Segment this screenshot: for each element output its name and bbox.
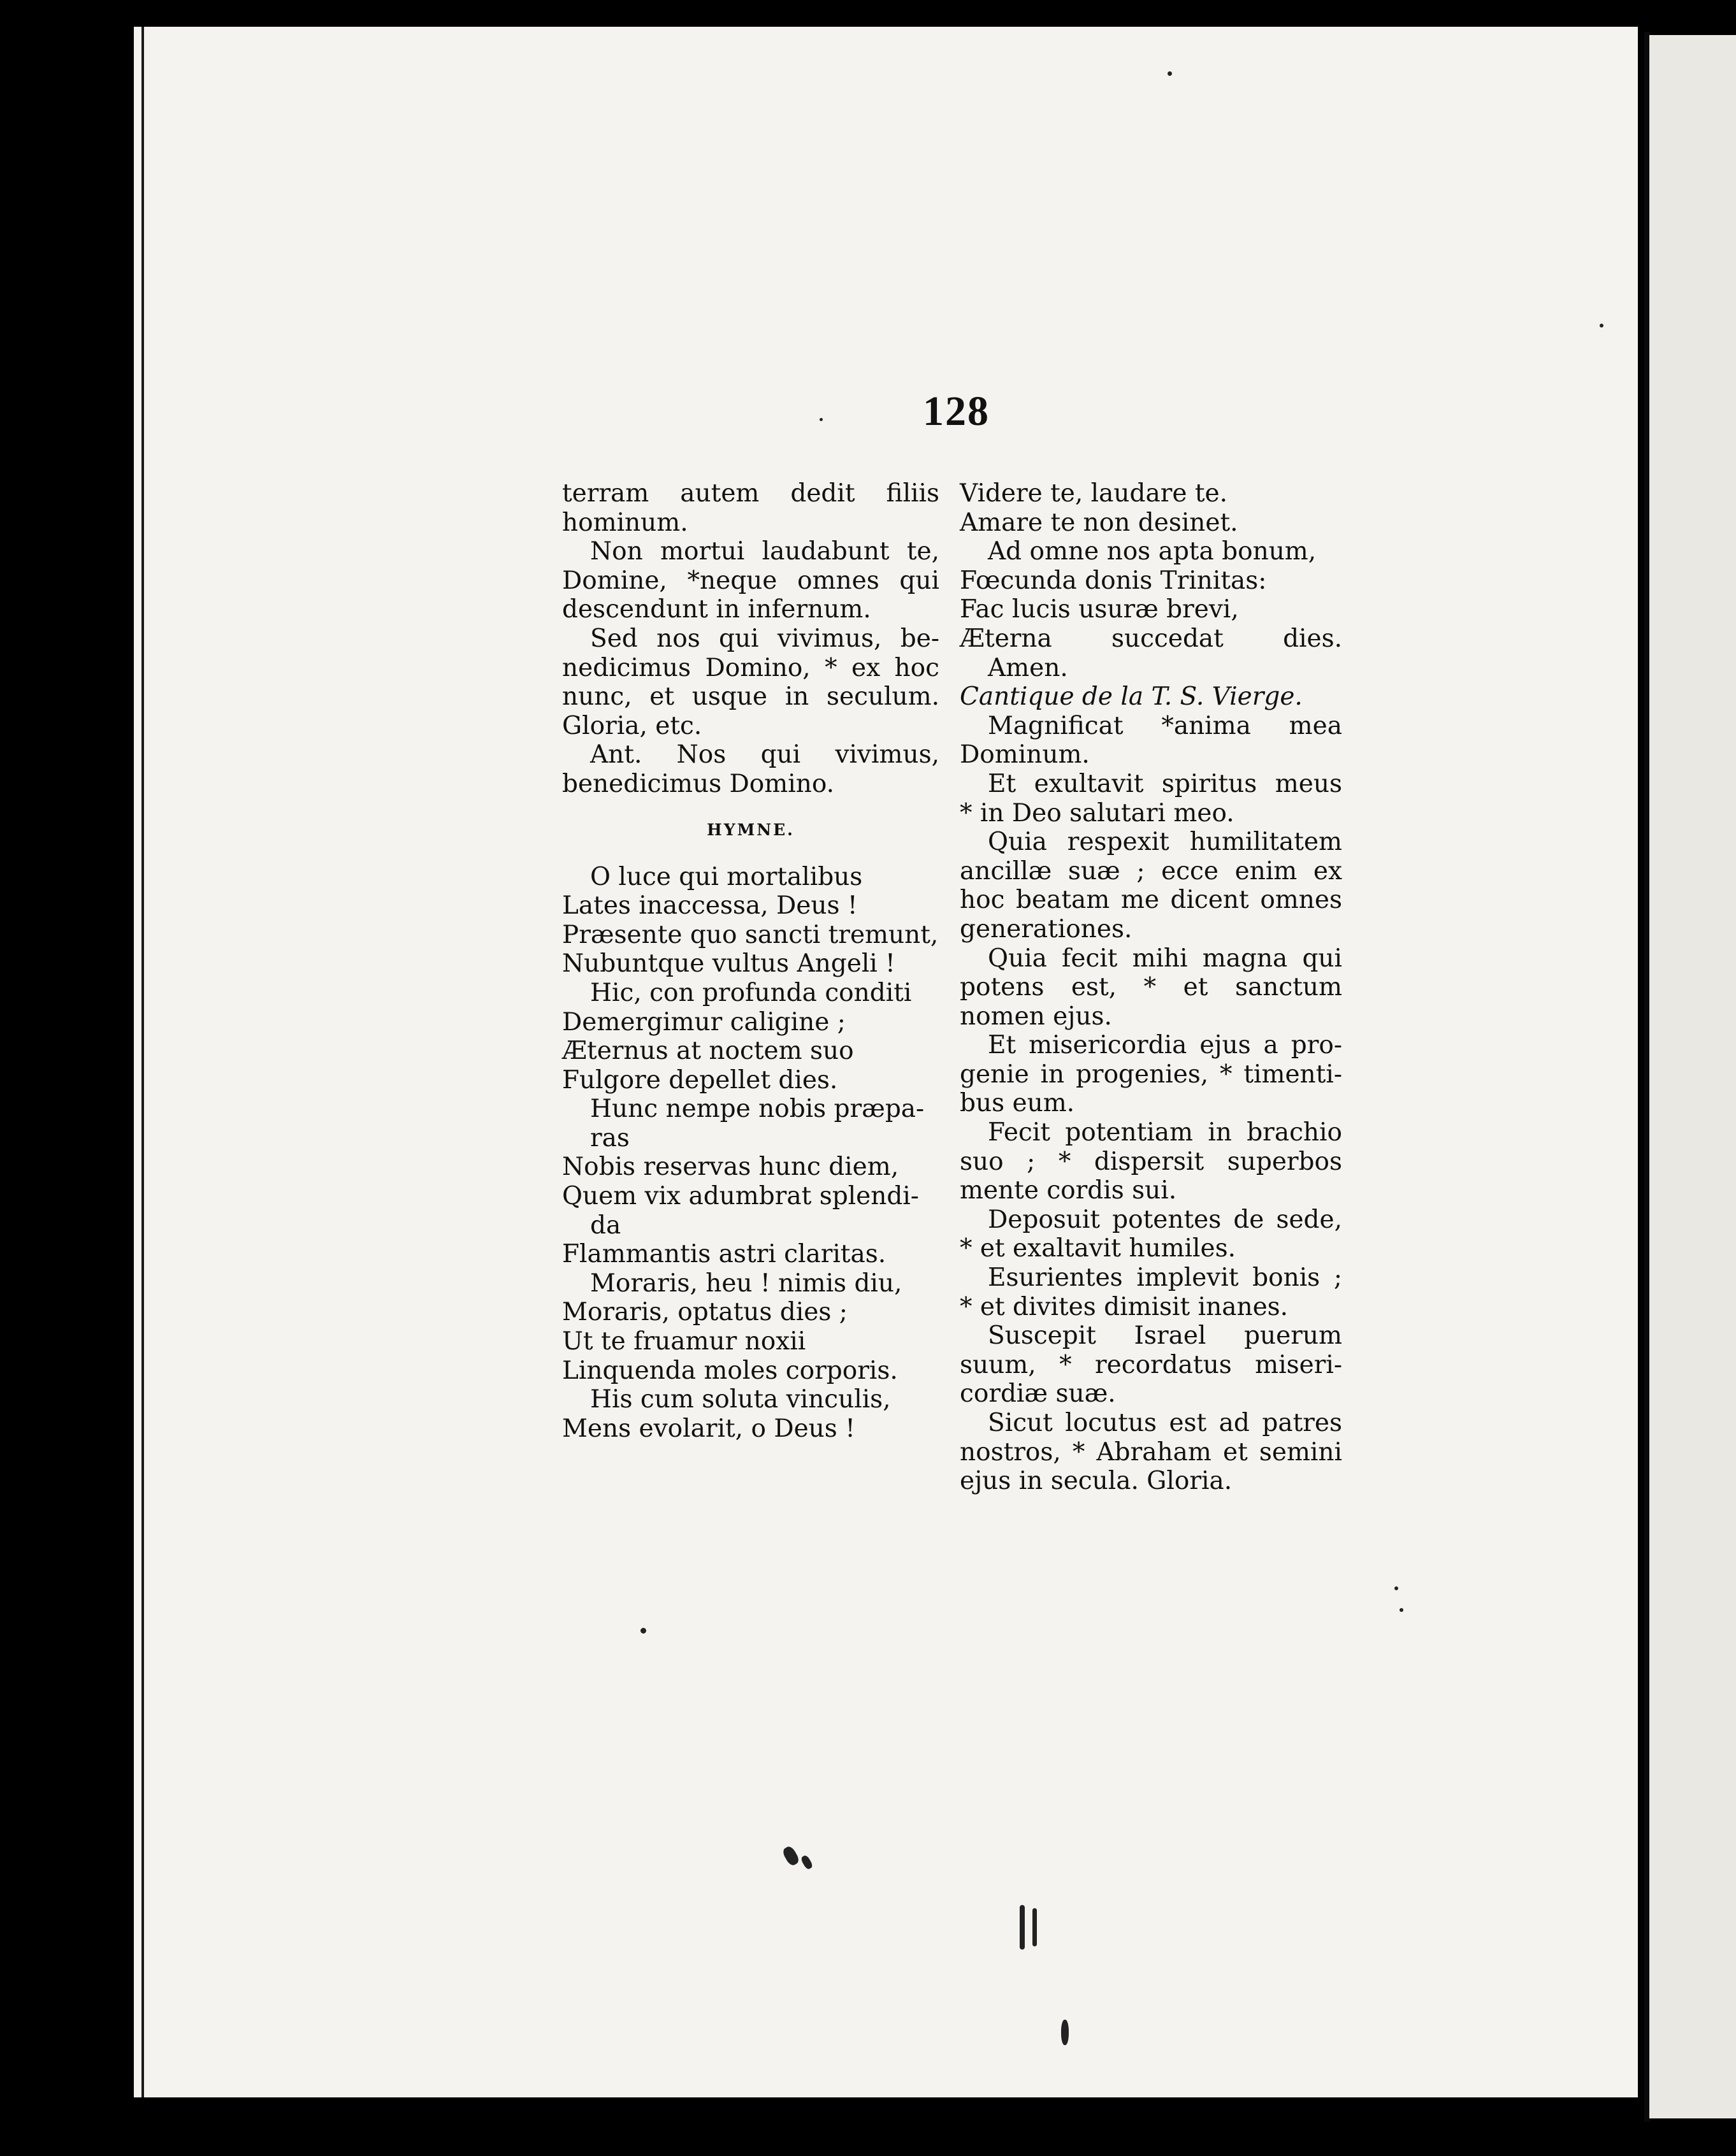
- text-line: generationes.: [960, 914, 1132, 944]
- text-line: Esurientes implevit bonis ;: [988, 1263, 1342, 1293]
- text-line: nomen ejus.: [960, 1002, 1112, 1031]
- ink-speck: [1061, 2020, 1069, 2045]
- text-line: Ad omne nos apta bonum,: [988, 537, 1317, 566]
- adjacent-page-strip: [1649, 35, 1736, 2118]
- ink-speck: [1032, 1908, 1037, 1946]
- hymn-heading: HYMNE.: [707, 820, 795, 839]
- hymn-line: Nubuntque vultus Angeli !: [562, 949, 895, 979]
- hymn-line: Moraris, heu ! nimis diu,: [590, 1268, 902, 1298]
- ink-speck: [1400, 1608, 1403, 1612]
- text-line: cordiæ suæ.: [960, 1379, 1116, 1409]
- hymn-line: Hunc nempe nobis præpa-: [590, 1095, 925, 1124]
- text-line: Domine, *neque omnes qui: [562, 566, 939, 595]
- text-line: Magnificat *anima mea: [988, 711, 1342, 740]
- text-line: hoc beatam me dicent omnes: [960, 886, 1342, 915]
- text-line: Gloria, etc.: [562, 711, 702, 740]
- text-line: hominum.: [562, 508, 688, 537]
- text-line: Deposuit potentes de sede,: [988, 1205, 1342, 1234]
- hymn-line: O luce qui mortalibus: [590, 862, 863, 891]
- text-line: Et exultavit spiritus meus: [988, 769, 1342, 798]
- hymn-line: ras: [590, 1123, 630, 1153]
- text-line: terram autem dedit filiis: [562, 479, 939, 508]
- text-line: suum, * recordatus miseri-: [960, 1350, 1342, 1379]
- text-line: Sicut locutus est ad patres: [988, 1409, 1342, 1437]
- text-line: * et divites dimisit inanes.: [960, 1292, 1289, 1321]
- text-line: Quia respexit humilitatem: [988, 828, 1342, 857]
- ink-speck: [1020, 1905, 1025, 1950]
- hymn-line: Ut te fruamur noxii: [562, 1327, 806, 1356]
- ink-speck: [1168, 71, 1172, 76]
- text-line: mente cordis sui.: [960, 1176, 1177, 1205]
- hymn-line: Mens evolarit, o Deus !: [562, 1414, 855, 1443]
- text-line: * in Deo salutari meo.: [960, 798, 1234, 828]
- text-line: benedicimus Domino.: [562, 769, 835, 798]
- text-line: Videre te, laudare te.: [960, 479, 1227, 508]
- text-line: potens est, * et sanctum: [960, 973, 1342, 1002]
- hymn-line: Æternus at noctem suo: [562, 1037, 854, 1066]
- hymn-line: Flammantis astri claritas.: [562, 1240, 886, 1269]
- text-line: suo ; * dispersit superbos: [960, 1147, 1342, 1176]
- ink-speck: [640, 1628, 646, 1634]
- text-line: Amare te non desinet.: [960, 508, 1238, 537]
- text-line: bus eum.: [960, 1089, 1075, 1118]
- text-line: nostros, * Abraham et semini: [960, 1437, 1342, 1467]
- hymn-line: Moraris, optatus dies ;: [562, 1298, 848, 1327]
- ink-speck: [1600, 324, 1603, 327]
- text-line: descendunt in infernum.: [562, 595, 871, 624]
- page-number: 128: [923, 388, 990, 435]
- text-line: ejus in secula. Gloria.: [960, 1467, 1233, 1496]
- hymn-line: Fulgore depellet dies.: [562, 1065, 838, 1095]
- text-line: Fac lucis usuræ brevi,: [960, 595, 1239, 624]
- page-left-edge-line: [141, 27, 144, 2097]
- text-line: Dominum.: [960, 740, 1090, 770]
- hymn-line: Præsente quo sancti tremunt,: [562, 920, 939, 949]
- text-line: * et exaltavit humiles.: [960, 1234, 1236, 1263]
- right-text-column: [960, 479, 1342, 1496]
- text-line: Quia fecit mihi magna qui: [988, 944, 1342, 973]
- text-line: Fœcunda donis Trinitas:: [960, 566, 1267, 595]
- hymn-line: Demergimur caligine ;: [562, 1007, 846, 1037]
- text-line: nedicimus Domino, * ex hoc: [562, 653, 939, 682]
- hymn-line: da: [590, 1211, 621, 1240]
- hymn-line: Nobis reservas hunc diem,: [562, 1153, 899, 1182]
- hymn-line: Lates inaccessa, Deus !: [562, 891, 858, 921]
- text-line: Suscepit Israel puerum: [988, 1321, 1342, 1351]
- text-line: Cantique de la T. S. Vierge.: [960, 682, 1303, 712]
- ink-speck: [820, 418, 823, 421]
- text-line: Æterna succedat dies.: [960, 624, 1342, 653]
- ink-speck: [1394, 1586, 1398, 1590]
- left-text-column: [562, 479, 939, 1443]
- text-line: Non mortui laudabunt te,: [590, 537, 939, 566]
- hymn-line: Hic, con profunda conditi: [590, 978, 912, 1007]
- hymn-line: His cum soluta vinculis,: [590, 1385, 891, 1414]
- text-line: ancillæ suæ ; ecce enim ex: [960, 856, 1342, 886]
- text-line: Amen.: [988, 653, 1068, 682]
- text-line: Et misericordia ejus a pro-: [988, 1031, 1342, 1060]
- hymn-line: Linquenda moles corporis.: [562, 1356, 898, 1385]
- text-line: Ant. Nos qui vivimus,: [590, 740, 939, 770]
- text-line: Sed nos qui vivimus, be-: [590, 624, 939, 653]
- text-line: Fecit potentiam in brachio: [988, 1118, 1342, 1147]
- text-line: nunc, et usque in seculum.: [562, 682, 939, 712]
- hymn-line: Quem vix adumbrat splendi-: [562, 1182, 919, 1211]
- text-line: genie in progenies, * timenti-: [960, 1060, 1342, 1089]
